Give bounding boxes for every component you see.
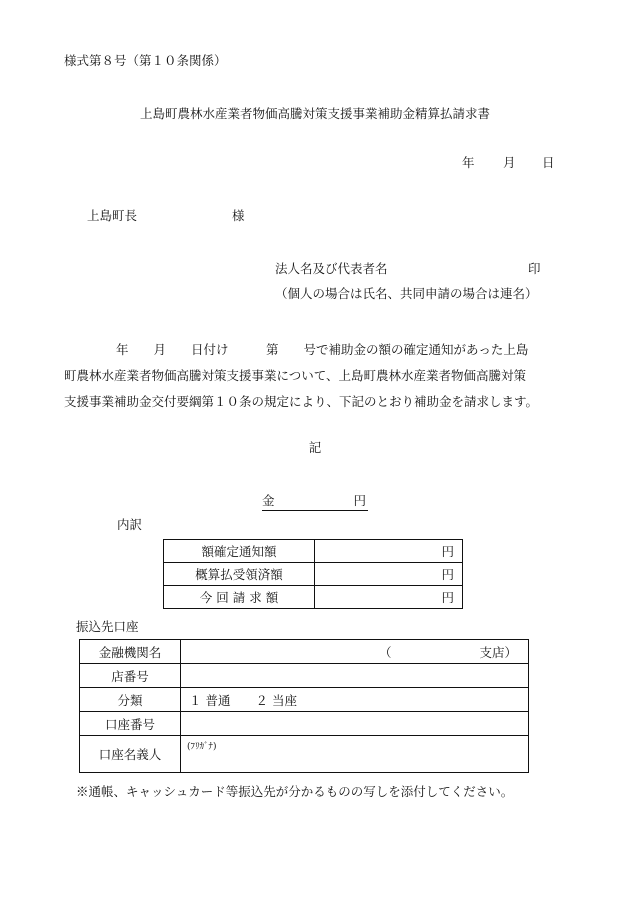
- bank-name-label: 金融機関名: [80, 640, 181, 664]
- ki-heading: 記: [308, 440, 322, 455]
- document-title: 上島町農林水産業者物価高騰対策支援事業補助金精算払請求書: [139, 106, 490, 121]
- account-holder-field[interactable]: [181, 736, 529, 773]
- breakdown-row-label: 今 回 請 求 額: [164, 586, 315, 609]
- bank-branch-suffix: 支店）: [479, 644, 518, 660]
- amount-line: [262, 495, 368, 511]
- table-row: [164, 586, 463, 609]
- table-row: [80, 640, 529, 664]
- breakdown-row-label: 額確定通知額: [164, 540, 315, 563]
- breakdown-table: [163, 539, 463, 609]
- table-row: [164, 563, 463, 586]
- amount-unit: 円: [353, 493, 366, 508]
- form-number: 様式第８号（第１０条関係）: [64, 53, 227, 68]
- account-holder-label: 口座名義人: [80, 736, 181, 773]
- body-line-1: 年 月 日付け 第 号で補助金の額の確定通知があった上島: [116, 342, 529, 357]
- seal-mark: 印: [528, 261, 541, 276]
- date-year-label: 年: [462, 155, 475, 170]
- branch-number-field[interactable]: [181, 664, 529, 688]
- table-row: [80, 688, 529, 712]
- table-row: [164, 540, 463, 563]
- recipient-honorific: 様: [232, 208, 245, 223]
- account-type-label: 分類: [80, 688, 181, 712]
- bank-name-field[interactable]: [181, 640, 529, 664]
- body-line-3: 支援事業補助金交付要綱第１０条の規定により、下記のとおり補助金を請求します。: [64, 394, 539, 409]
- date-month-label: 月: [503, 155, 516, 170]
- request-body: [64, 337, 558, 415]
- date-day-label: 日: [542, 155, 555, 170]
- account-type-options[interactable]: １ 普通 ２ 当座: [181, 688, 529, 712]
- table-row: [80, 712, 529, 736]
- bank-open-paren: （: [379, 644, 392, 660]
- account-section-label: 振込先口座: [76, 619, 139, 634]
- body-line-2: 町農林水産業者物価高騰対策支援事業について、上島町農林水産業者物価高騰対策: [64, 368, 527, 383]
- branch-number-label: 店番号: [80, 664, 181, 688]
- breakdown-label: 内訳: [117, 517, 143, 532]
- table-row: [80, 664, 529, 688]
- breakdown-row-label: 概算払受領済額: [164, 563, 315, 586]
- table-row: [80, 736, 529, 773]
- attachment-note: ※通帳、キャッシュカード等振込先が分かるものの写しを添付してください。: [76, 784, 514, 799]
- account-table: [79, 639, 529, 773]
- recipient-name: 上島町長: [87, 208, 138, 223]
- furigana-label: (ﾌﾘｶﾞﾅ): [187, 742, 217, 752]
- breakdown-row-value[interactable]: 円: [315, 563, 463, 586]
- breakdown-row-value[interactable]: 円: [315, 586, 463, 609]
- account-number-label: 口座番号: [80, 712, 181, 736]
- breakdown-row-value[interactable]: 円: [315, 540, 463, 563]
- applicant-note: （個人の場合は氏名、共同申請の場合は連名）: [275, 286, 538, 301]
- applicant-label: 法人名及び代表者名: [275, 261, 388, 276]
- amount-prefix: 金: [262, 493, 275, 508]
- account-number-field[interactable]: [181, 712, 529, 736]
